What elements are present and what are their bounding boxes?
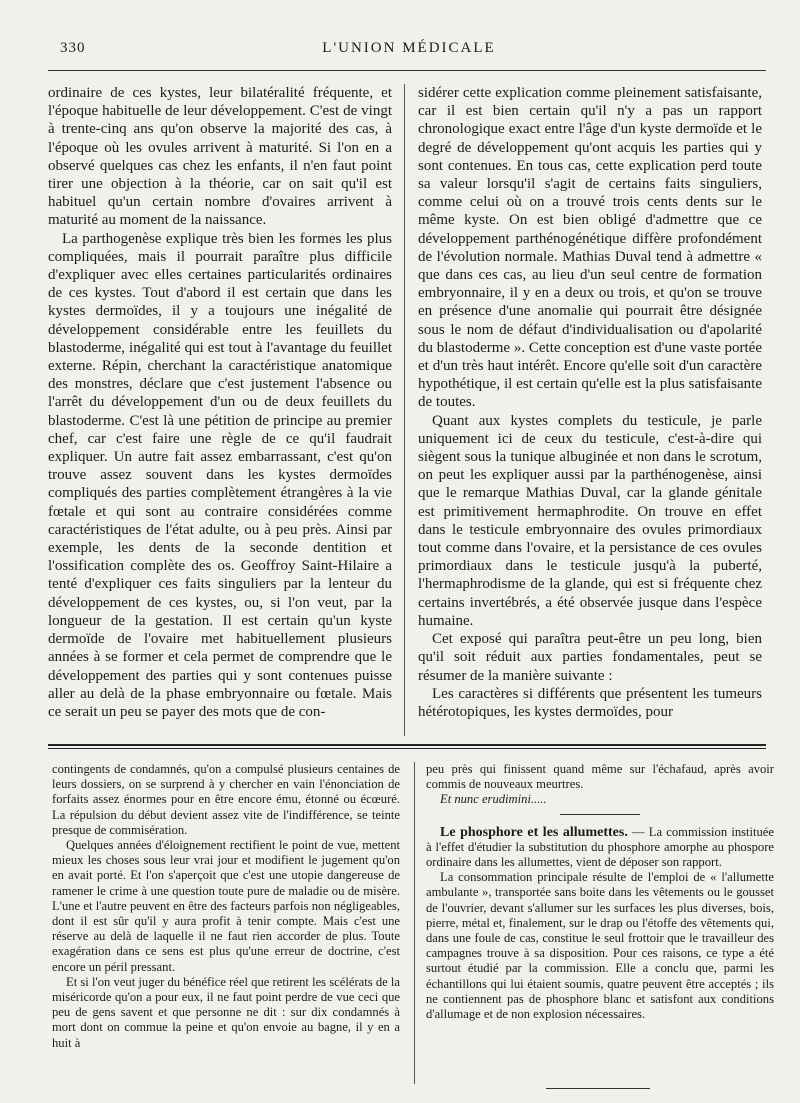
paragraph: Et si l'on veut juger du bénéfice réel que retirent les scélérats de la miséricorde qu'on a pour eux, il ne faut point perdre de vue ceci que peu de gens savent et que personne ne dit : sur dix condamnés à mort dont on commue la peine et qu'on envoie au bagne, il y en a huit à <box>52 974 400 1050</box>
paragraph: sidérer cette explication comme pleinement satisfaisante, car il est bien certain qu'il n'y a pas un rapport chronologique exact entre l'âge d'un kyste dermoïde et le degré de développement qu'ont acquis les parties qui y sont contenues. En tous cas, cette explication perd toute sa valeur lorsqu'il s'agit de certains faits singuliers, comme celui où on a trouvé trois cents dents sur le même kyste. On est bien obligé d'admettre que ce développement parthénogénétique diffère profondément de l'évolution normale. Mathias Duval tend à admettre « que dans ces cas, au lieu d'un seul centre de formation embryonnaire, il y en a deux ou trois, et qu'on se trouve en présence d'une anomalie qui pourrait être désignée sous le nom de défaut d'individualisation ou d'apolarité du blastoderme ». Cette conception est d'une vaste portée et d'un très haut intérêt. Encore qu'elle soit d'un caractère hypothétique, il est certain qu'elle est la plus satisfaisante de toutes. <box>418 85 762 411</box>
paragraph: contingents de condamnés, qu'on a compulsé plusieurs centaines de leurs dossiers, on se surprend à y chercher en vain l'énonciation de forfaits assez énormes pour en être encore ému, étonné ou écœuré. La répulsion du début devient assez vite de l'indifférence, se teinte presque de commisération. <box>52 762 400 837</box>
paragraph: Quelques années d'éloignement rectifient le point de vue, mettent mieux les choses sous leur vrai jour et modifient le jugement qu'on en avait porté. Et l'on s'aperçoit que c'est une utopie dangereuse de ramener le crime à une question toute pure de maladie ou de misère. L'une et l'autre peuvent en être des facteurs parfois non négligeables, dont il est sûr qu'il y aura profit à tenir compte. Mais c'est une réserve au delà de laquelle il ne faut rien accorder de plus. Toute exagération dans ce sens est plus qu'une erreur de doctrine, c'est encore un péril pressant. <box>52 838 400 974</box>
paragraph: ordinaire de ces kystes, leur bilatéralité fréquente, et l'époque habituelle de leur développement. C'est de vingt à trente-cinq ans qu'on observe la majorité des cas, à l'époque où les ovules arrivent à maturité. Si l'on en a observé quelques cas chez les enfants, il n'en faut point tirer une objection à la théorie, car on sait qu'il est habituel qu'un certain nombre d'ovaires arrivent à maturité au moment de la naissance. <box>48 85 392 229</box>
short-rule <box>560 814 640 815</box>
paragraph: Cet exposé qui paraîtra peut-être un peu long, bien qu'il soit réduit aux parties fondamentales, peut se résumer de la manière suivante : <box>418 631 762 684</box>
journal-title: L'UNION MÉDICALE <box>322 40 496 56</box>
paragraph: peu près qui finissent quand même sur l'échafaud, après avoir commis de nouveaux meurtres. <box>426 762 774 792</box>
top-left-column <box>48 84 392 721</box>
section-heading: Le phosphore et les allumettes. <box>440 824 628 840</box>
top-right-column <box>418 84 762 721</box>
latin-quote: Et nunc erudimini..... <box>440 792 547 807</box>
feuilleton-separator <box>48 744 766 749</box>
section-intro: — La commission instituée à l'effet d'étudier la substitution du phosphore amorphe au phospore ordinaire dans les allumettes, vient de déposer son rapport. <box>426 824 774 870</box>
paragraph: La parthogenèse explique très bien les formes les plus compliquées, mais il pourrait paraître plus difficile d'expliquer avec elles certaines particularités ordinaires de ces kystes. Tout d'abord il est certain que dans les kystes dermoïdes, il y a toujours une inégalité de développement considérable entre les feuillets du blastoderme, inégalité qui est tout à l'avantage du feuillet externe. Répin, cherchant la caractéristique anatomique des monstres, déclare que c'est justement l'absence ou l'arrêt du développement d'un ou de deux feuillets du blastoderme. C'est là une pétition de principe au premier chef, car c'est faire une règle de ce qu'il faudrait expliquer. Un autre fait assez embarrassant, c'est qu'on trouve assez souvent dans les kystes dermoïdes compliqués des parties complètement étrangères à la vie fœtale et qui sont au contraire considérées comme caractéristiques de l'état adulte, ou à peu près. Ainsi par exemple, les dents de la seconde dentition et l'ossification complète des os. Geoffroy Saint-Hilaire a tenté d'expliquer ces faits singuliers par la lenteur du développement de ces kystes, ou, si l'on veut, par la longueur de la gestation. Il est certain qu'un kyste dermoïde de l'ovaire met habituellement plusieurs années à se former et cela permet de comprendre que le développement des parties qui y sont contenues puisse aller au delà de la phase embryonnaire ou fœtale. Mais ce serait un peu se payer des mots que de con- <box>48 230 392 720</box>
column-divider <box>414 762 415 1084</box>
header-rule <box>48 70 766 71</box>
bottom-right-column <box>426 762 774 1022</box>
page-number: 330 <box>60 40 86 56</box>
section-paragraph <box>426 825 774 871</box>
paragraph: La consommation principale résulte de l'emploi de « l'allumette ambulante », transportée sans boite dans les vêtements ou le gousset de l'ouvrier, devant s'allumer sur les surfaces les plus diverses, bois, pierre, métal et, finalement, sur le drap ou l'étoffe des vêtements qui, dans une foule de cas, constitue le seul frottoir que le travailleur des campagnes trouve à sa disposition. Pour ces raisons, ce type a été surtout étudié par la commission. Elle a conclu que, parmi les échantillons qui lui étaient soumis, quatre peuvent être acceptés ; ils ne contiennent pas de phosphore blanc et satisfont aux conditions d'allumage et de non explosion nécessaires. <box>426 870 774 1022</box>
paragraph: Les caractères si différents que présentent les tumeurs hétérotopiques, les kystes dermoïdes, pour <box>418 685 762 720</box>
bottom-left-column <box>52 762 400 1051</box>
column-divider <box>404 84 405 736</box>
end-rule <box>546 1088 650 1089</box>
paragraph: Quant aux kystes complets du testicule, je parle uniquement ici de ceux du testicule, c'est-à-dire qui siègent sous la tunique albuginée et non dans le scrotum, on peut les expliquer aussi par la parthénogenèse, ainsi que le remarque Mathias Duval, car la glande génitale est primitivement hermaphrodite. On trouve en effet dans le testicule embryonnaire des ovules primordiaux tout comme dans l'ovaire, et la persistance de ces ovules primordiaux dans le testicule jusqu'à la puberté, l'hermaphrodisme de la glande, qui est si fréquente chez certains invertébrés, a été observée jusque dans l'espèce humaine. <box>418 412 762 629</box>
